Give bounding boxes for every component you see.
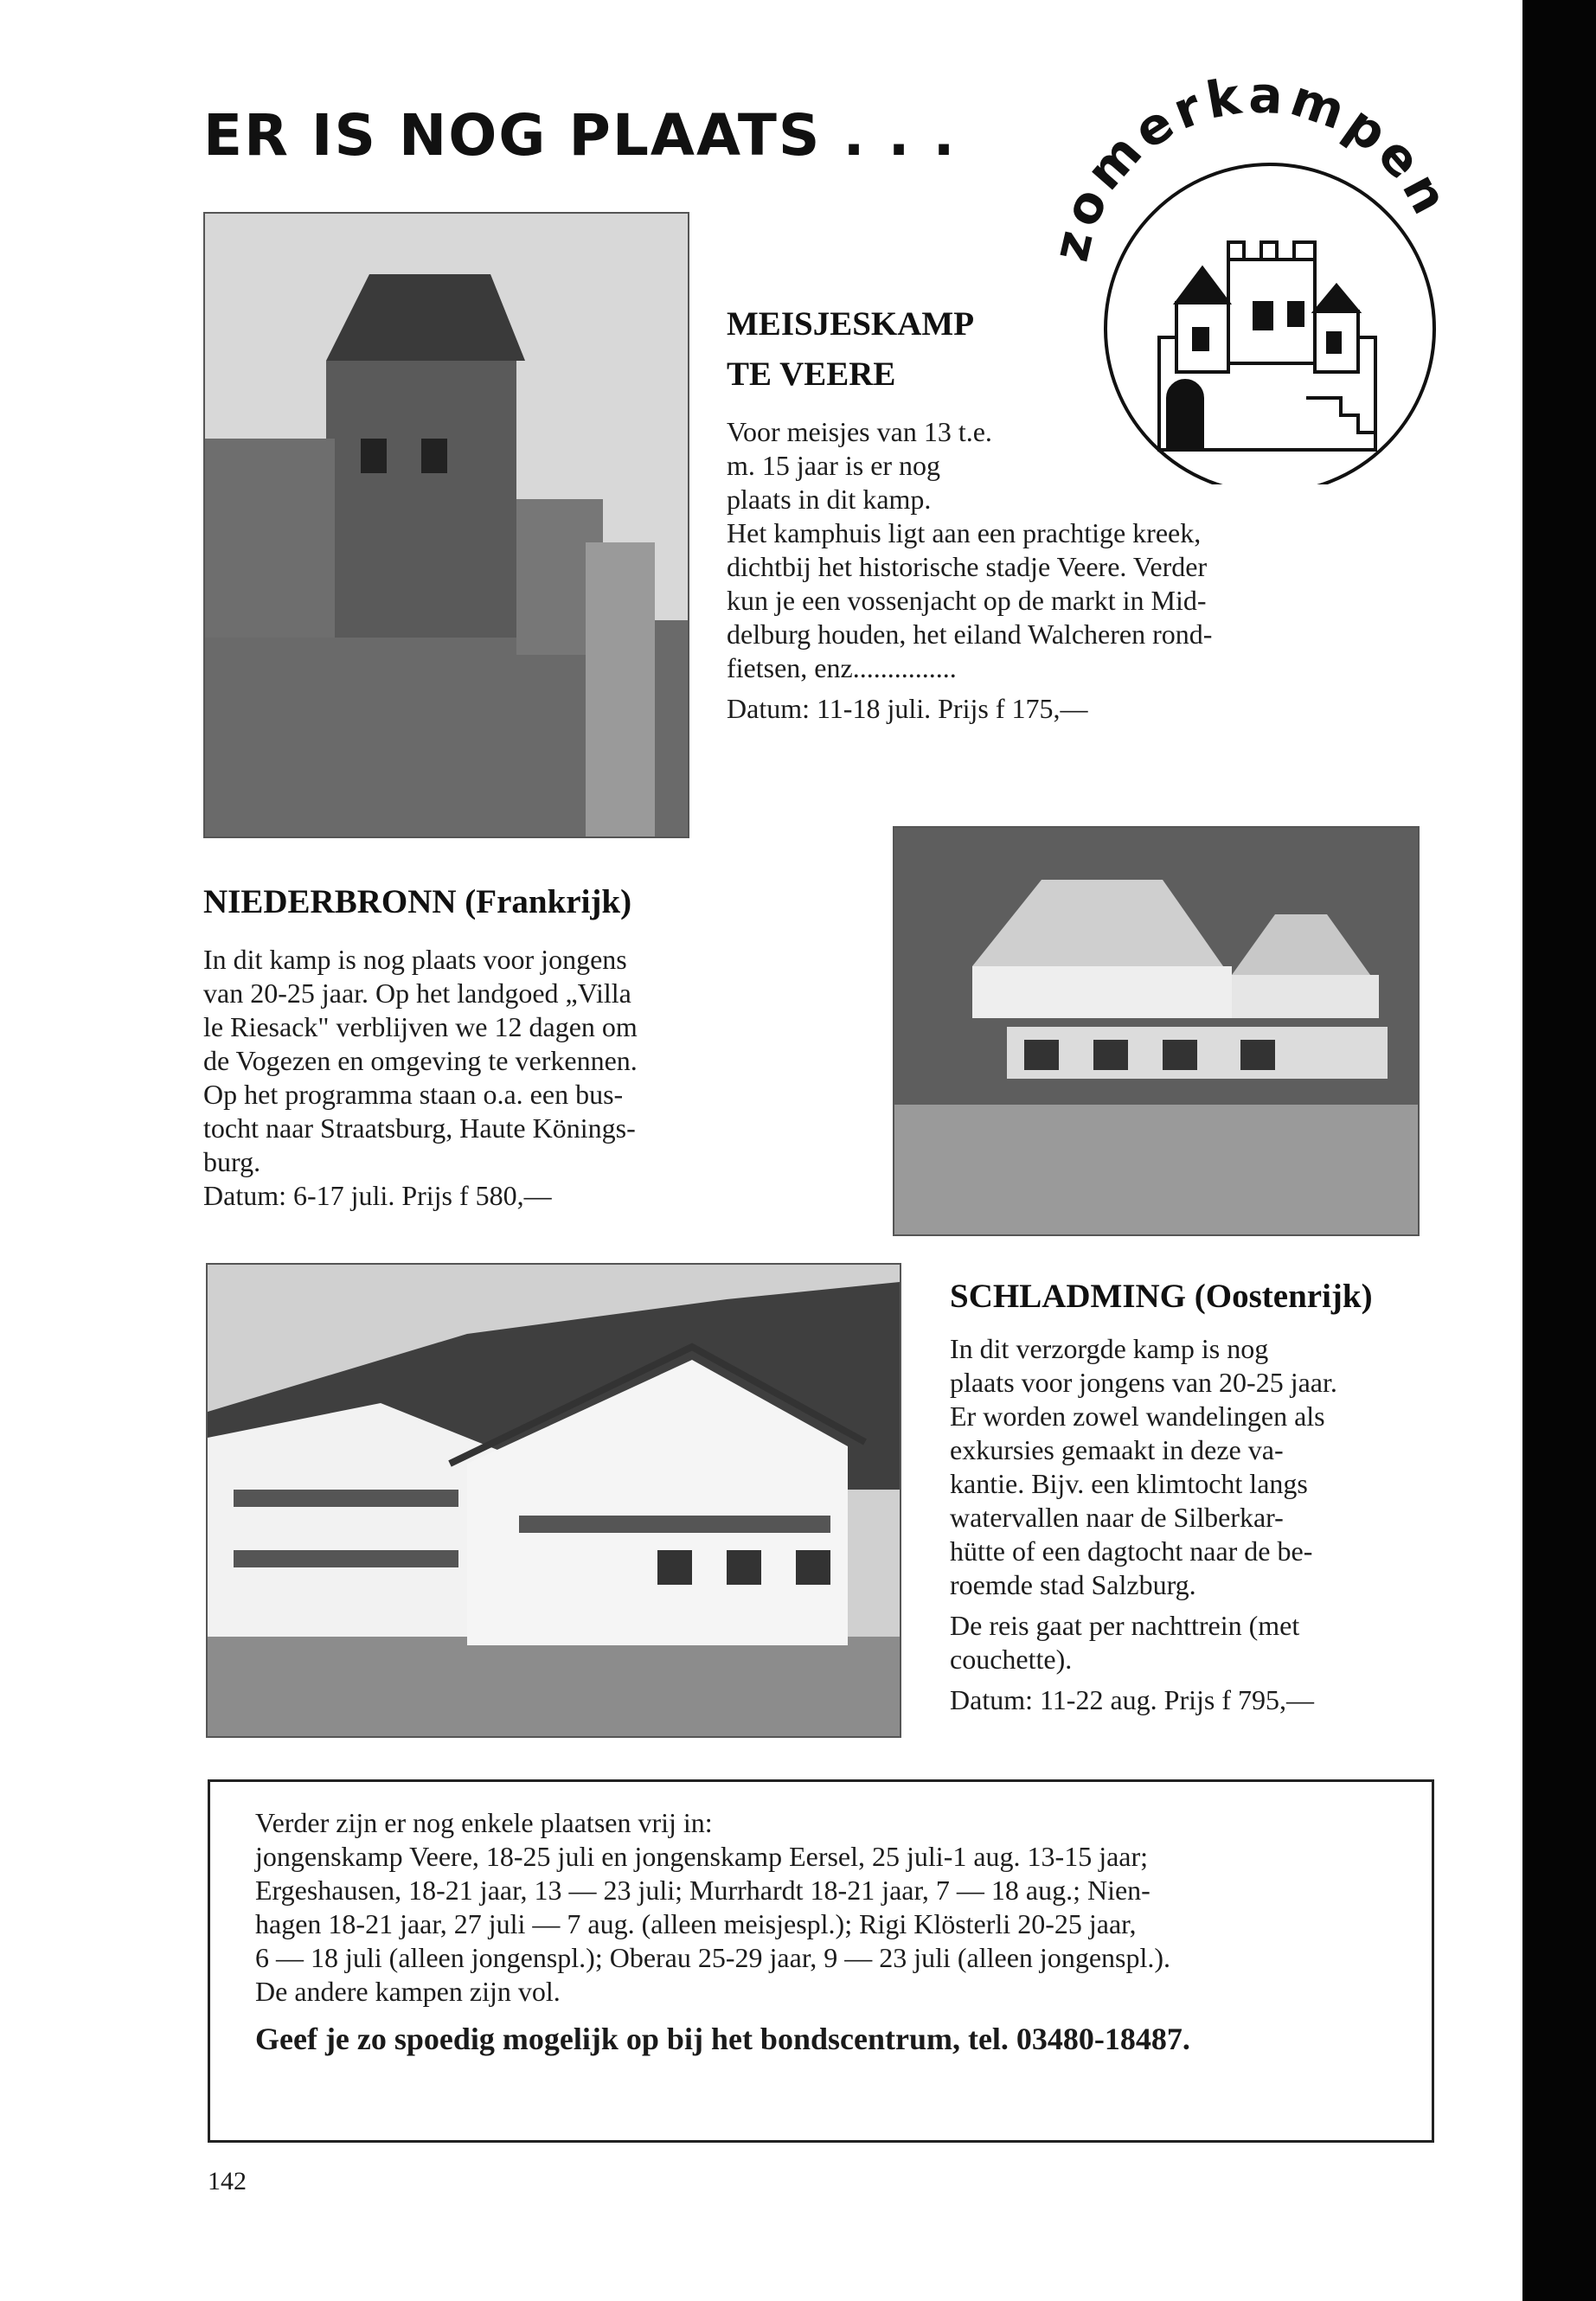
schladming-line: kantie. Bijv. een klimtocht langs	[950, 1468, 1308, 1499]
schladming-line: hütte of een dagtocht naar de be-	[950, 1535, 1313, 1567]
niederbronn-line: tocht naar Straatsburg, Haute Könings-	[203, 1112, 636, 1144]
notice-line: 6 — 18 juli (alleen jongenspl.); Oberau 25-29 jaar, 9 — 23 juli (alleen jongenspl.).	[255, 1942, 1171, 1973]
schladming-line: plaats voor jongens van 20-25 jaar.	[950, 1367, 1337, 1398]
veere-castle-photo	[203, 212, 689, 838]
veere-line: Het kamphuis ligt aan een prachtige kreek,	[727, 517, 1202, 548]
veere-title-line2: TE VEERE	[727, 356, 896, 393]
notice-line: Ergeshausen, 18-21 jaar, 13 — 23 juli; Murrhardt 18-21 jaar, 7 — 18 aug.; Nien-	[255, 1875, 1151, 1906]
veere-line: plaats in dit kamp.	[727, 484, 932, 515]
schladming-line: Er worden zowel wandelingen als	[950, 1400, 1325, 1432]
veere-line: kun je een vossenjacht op de markt in Mid-	[727, 585, 1207, 616]
page-number: 142	[208, 2167, 247, 2195]
notice-cta: Geef je zo spoedig mogelijk op bij het bondscentrum, tel. 03480-18487.	[255, 2022, 1190, 2056]
niederbronn-date: Datum: 6-17 juli. Prijs f 580,—	[203, 1180, 552, 1211]
niederbronn-line: de Vogezen en omgeving te verkennen.	[203, 1045, 638, 1076]
schladming-date: Datum: 11-22 aug. Prijs f 795,—	[950, 1684, 1314, 1715]
veere-line: delburg houden, het eiland Walcheren rond-	[727, 619, 1213, 650]
niederbronn-body	[203, 943, 792, 1213]
niederbronn-title: NIEDERBRONN (Frankrijk)	[203, 883, 632, 920]
veere-body	[727, 415, 1401, 726]
veere-line: dichtbij het historische stadje Veere. Verder	[727, 551, 1208, 582]
niederbronn-line: burg.	[203, 1146, 261, 1177]
notice-line: hagen 18-21 jaar, 27 juli — 7 aug. (alleen meisjespl.); Rigi Klösterli 20-25 jaar,	[255, 1908, 1137, 1939]
niederbronn-line: le Riesack" verblijven we 12 dagen om	[203, 1011, 638, 1042]
niederbronn-line: Op het programma staan o.a. een bus-	[203, 1079, 624, 1110]
veere-line: m. 15 jaar is er nog	[727, 450, 941, 481]
schladming-body	[950, 1332, 1434, 1717]
schladming-line: couchette).	[950, 1644, 1073, 1675]
notice-intro: Verder zijn er nog enkele plaatsen vrij in:	[255, 1807, 713, 1838]
notice-line: De andere kampen zijn vol.	[255, 1976, 561, 2007]
niederbronn-line: In dit kamp is nog plaats voor jongens	[203, 944, 627, 975]
scan-edge-bar	[1522, 0, 1596, 2301]
schladming-line: De reis gaat per nachttrein (met	[950, 1610, 1300, 1641]
logo-text: zomerkampen	[1047, 65, 1462, 266]
page-heading: ER IS NOG PLAATS . . .	[203, 102, 957, 169]
niederbronn-line: van 20-25 jaar. Op het landgoed „Villa	[203, 977, 631, 1009]
veere-title-line1: MEISJESKAMP	[727, 305, 975, 343]
veere-line: fietsen, enz...............	[727, 652, 957, 683]
veere-line: Voor meisjes van 13 t.e.	[727, 416, 992, 447]
schladming-line: watervallen naar de Silberkar-	[950, 1502, 1284, 1533]
schladming-line: exkursies gemaakt in deze va-	[950, 1434, 1284, 1465]
schladming-hotel-photo	[206, 1263, 901, 1738]
schladming-line: roemde stad Salzburg.	[950, 1569, 1196, 1600]
notice-line: jongenskamp Veere, 18-25 juli en jongenskamp Eersel, 25 juli-1 aug. 13-15 jaar;	[255, 1841, 1149, 1872]
schladming-line: In dit verzorgde kamp is nog	[950, 1333, 1269, 1364]
schladming-title: SCHLADMING (Oostenrijk)	[950, 1278, 1373, 1315]
niederbronn-villa-photo	[893, 826, 1420, 1236]
notice-box	[208, 1779, 1434, 2143]
veere-date: Datum: 11-18 juli. Prijs f 175,—	[727, 693, 1088, 724]
